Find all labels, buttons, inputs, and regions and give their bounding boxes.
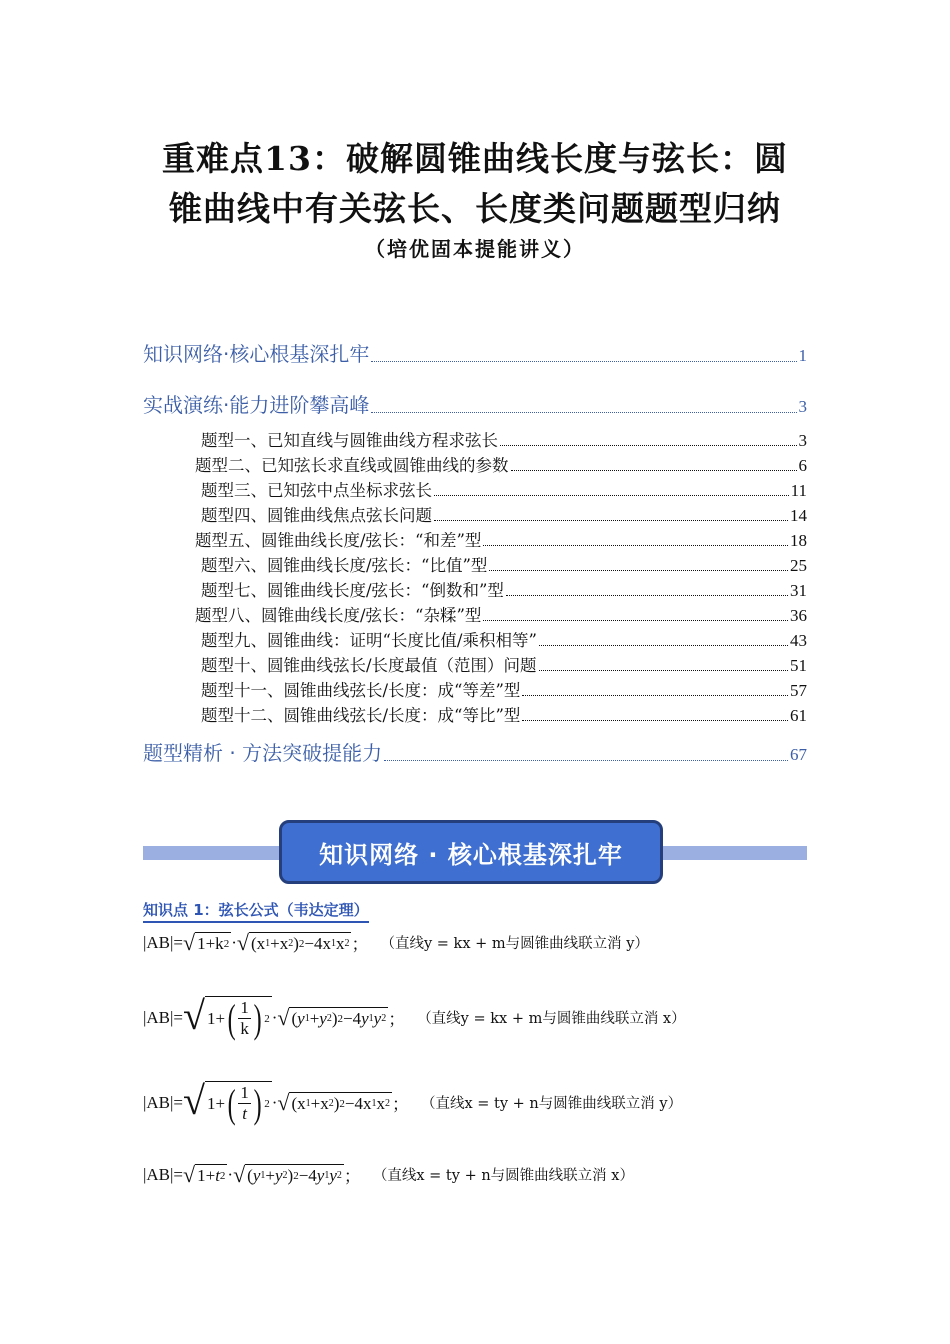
formula-lhs: |AB|= <box>143 1092 184 1112</box>
toc-leader-dots <box>384 760 788 761</box>
document-title-line1: 重难点13：破解圆锥曲线长度与弦长：圆 <box>162 139 788 178</box>
toc-leader-dots <box>434 520 788 521</box>
toc-page-number: 31 <box>790 581 807 600</box>
toc-entry-label: 题型三、已知弦中点坐标求弦长 <box>201 481 432 500</box>
formula-note: （直线y = kx + m与圆锥曲线联立消 y） <box>380 936 649 952</box>
toc-entry-label: 题型一、已知直线与圆锥曲线方程求弦长 <box>201 431 498 450</box>
toc-sub-entry[interactable] <box>201 477 807 501</box>
toc-entry-label: 题型六、圆锥曲线长度/弦长：“比值”型 <box>201 556 488 575</box>
toc-entry-label: 题型四、圆锥曲线焦点弦长问题 <box>201 506 432 525</box>
toc-entry-label: 题型十、圆锥曲线弦长/长度最值（范围）问题 <box>201 656 537 675</box>
toc-leader-dots <box>506 595 788 596</box>
formula-lhs: |AB|= <box>143 1164 184 1184</box>
toc-page-number: 43 <box>790 631 807 650</box>
banner-decor-line-left <box>143 846 283 860</box>
toc-leader-dots <box>539 670 788 671</box>
chord-length-formula-1: |AB|= √ 1+k 2 · √ (x 1 +x 2 ) 2 −4x 1 x 2 ； （直线y = kx + m与圆锥曲线联立消 y） <box>143 929 649 955</box>
banner-decor-line-right <box>662 846 807 860</box>
toc-sub-entry[interactable] <box>201 502 807 526</box>
formula-note: （直线x = ty + n与圆锥曲线联立消 y） <box>421 1096 683 1112</box>
toc-page-number: 3 <box>798 397 807 416</box>
toc-main-entry-knowledge[interactable] <box>143 338 807 367</box>
chord-length-formula-4: |AB|= √ 1+ t 2 · √ ( y 1 + y 2 ) 2 −4 y 1 y 2 ； （直线x = ty + n与圆锥曲线联立消 x） <box>143 1161 634 1187</box>
toc-entry-label: 题型二、已知弦长求直线或圆锥曲线的参数 <box>195 456 509 475</box>
toc-leader-dots <box>434 495 789 496</box>
section-banner-title: 知识网络 · 核心根基深扎牢 <box>319 840 623 869</box>
sqrt-term: √ 1+ t 2 <box>183 1161 226 1187</box>
document-subtitle: （培优固本提能讲义） <box>365 237 585 261</box>
toc-page-number: 57 <box>790 681 807 700</box>
toc-sub-entry[interactable] <box>201 427 807 451</box>
toc-page-number: 36 <box>790 606 807 625</box>
toc-entry-label: 题型七、圆锥曲线长度/弦长：“倒数和”型 <box>201 581 504 600</box>
toc-leader-dots <box>489 570 788 571</box>
toc-entry-label: 实战演练·能力进阶攀高峰 <box>143 393 370 417</box>
toc-leader-dots <box>483 545 788 546</box>
sqrt-term: √ (x 1 +x 2 ) 2 −4x 1 x 2 <box>277 1089 390 1115</box>
toc-sub-entry[interactable] <box>201 652 807 676</box>
formula-lhs: |AB|= <box>143 1007 184 1027</box>
toc-sub-entry[interactable] <box>195 602 807 626</box>
toc-leader-dots <box>500 445 797 446</box>
toc-entry-label: 题型十二、圆锥曲线弦长/长度：成“等比”型 <box>201 706 521 725</box>
toc-sub-entry[interactable] <box>195 452 807 476</box>
toc-entry-label: 题型九、圆锥曲线：证明“长度比值/乘积相等” <box>201 631 537 650</box>
toc-main-entry-methods[interactable] <box>143 737 807 766</box>
toc-leader-dots <box>539 645 788 646</box>
sqrt-term: √ 1+k 2 <box>183 929 230 955</box>
toc-page-number: 51 <box>790 656 807 675</box>
section-banner <box>279 820 663 884</box>
toc-sub-entry[interactable] <box>201 677 807 701</box>
toc-sub-entry[interactable] <box>195 527 807 551</box>
chord-length-formula-2: |AB|= √ 1+ ( $\frac{1}{k}$ ) 2 · √ ( y 1 + y 2 ) 2 −4 y 1 y 2 ； （直线y = kx + m与圆锥曲线联立消 x） <box>143 993 686 1041</box>
toc-entry-label: 题型五、圆锥曲线长度/弦长：“和差”型 <box>195 531 482 550</box>
toc-sub-entry[interactable] <box>201 552 807 576</box>
sqrt-term: √ ( y 1 + y 2 ) 2 −4 y 1 y 2 <box>233 1161 342 1187</box>
sqrt-term: √ (x 1 +x 2 ) 2 −4x 1 x 2 <box>236 929 350 955</box>
toc-leader-dots <box>522 695 788 696</box>
sqrt-term: √ 1+ ( $\frac{1}{t}$ ) 2 <box>183 1078 270 1126</box>
toc-entry-label: 题型八、圆锥曲线长度/弦长：“杂糅”型 <box>195 606 482 625</box>
toc-page-number: 3 <box>798 431 807 450</box>
toc-entry-label: 题型精析 · 方法突破提能力 <box>143 741 383 765</box>
toc-sub-entry[interactable] <box>201 702 807 726</box>
toc-page-number: 18 <box>790 531 807 550</box>
toc-entry-label: 知识网络·核心根基深扎牢 <box>143 342 370 366</box>
sqrt-term: √ 1+ ( $\frac{1}{k}$ ) 2 <box>183 993 270 1041</box>
toc-page-number: 25 <box>790 556 807 575</box>
toc-leader-dots <box>371 412 796 413</box>
document-title-line2: 锥曲线中有关弦长、长度类问题题型归纳 <box>169 189 781 228</box>
toc-leader-dots <box>483 620 788 621</box>
formula-note: （直线x = ty + n与圆锥曲线联立消 x） <box>372 1168 634 1184</box>
toc-sub-entry[interactable] <box>201 577 807 601</box>
formula-lhs: |AB|= <box>143 932 184 952</box>
toc-page-number: 61 <box>790 706 807 725</box>
toc-page-number: 6 <box>798 456 807 475</box>
toc-page-number: 11 <box>790 481 807 500</box>
toc-page-number: 67 <box>790 745 807 764</box>
toc-leader-dots <box>371 361 796 362</box>
toc-sub-entry[interactable] <box>201 627 807 651</box>
toc-entry-label: 题型十一、圆锥曲线弦长/长度：成“等差”型 <box>201 681 521 700</box>
formula-note: （直线y = kx + m与圆锥曲线联立消 x） <box>417 1011 686 1027</box>
toc-main-entry-practice[interactable] <box>143 389 807 418</box>
toc-leader-dots <box>522 720 788 721</box>
toc-leader-dots <box>511 470 797 471</box>
toc-page-number: 14 <box>790 506 807 525</box>
knowledge-point-title: 知识点 1：弦长公式（韦达定理） <box>143 899 369 923</box>
sqrt-term: √ ( y 1 + y 2 ) 2 −4 y 1 y 2 <box>277 1004 387 1030</box>
toc-page-number: 1 <box>798 346 807 365</box>
chord-length-formula-3: |AB|= √ 1+ ( $\frac{1}{t}$ ) 2 · √ (x 1 +x 2 ) 2 −4x 1 x 2 ； （直线x = ty + n与圆锥曲线联立消 y） <box>143 1078 683 1126</box>
